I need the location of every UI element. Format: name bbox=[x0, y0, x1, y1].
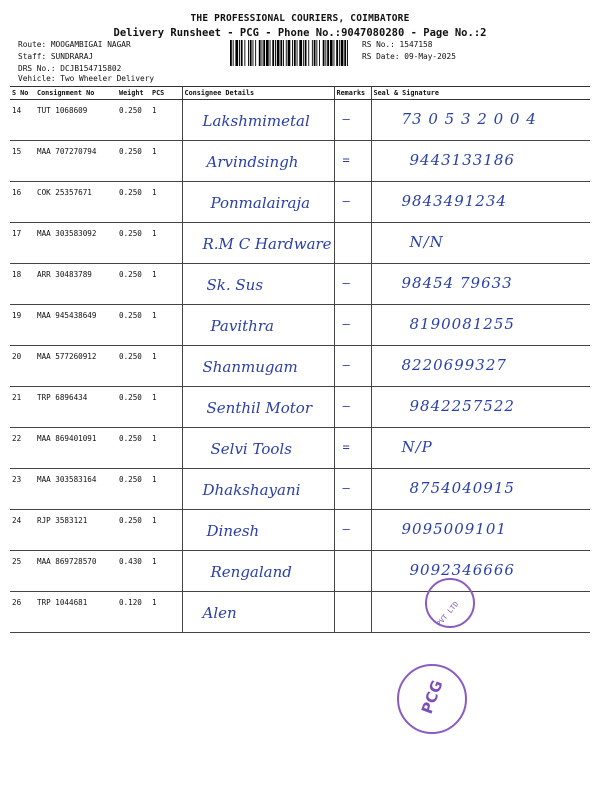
cell-consignment-no-text: MAA 869728570 bbox=[37, 557, 97, 566]
barcode-bar bbox=[239, 40, 240, 66]
cell-pcs bbox=[150, 264, 182, 305]
cell-consignment-no-text: ARR 30483789 bbox=[37, 270, 92, 279]
table-row bbox=[10, 428, 590, 469]
barcode-bar bbox=[299, 40, 302, 66]
cell-weight-text: 0.250 bbox=[119, 106, 142, 115]
cell-sno-text: 18 bbox=[12, 270, 22, 279]
cell-weight-text: 0.250 bbox=[119, 434, 142, 443]
cell-sno-text: 22 bbox=[12, 434, 22, 443]
table-row bbox=[10, 264, 590, 305]
col-pcs: PCS bbox=[150, 87, 182, 100]
cell-signature bbox=[371, 223, 590, 264]
pcg-stamp-text: PCG bbox=[417, 677, 447, 717]
cell-consignment-no bbox=[35, 305, 117, 346]
barcode-bar bbox=[235, 40, 238, 66]
cell-consignee bbox=[182, 592, 334, 633]
table-row bbox=[10, 510, 590, 551]
cell-sno-text: 23 bbox=[12, 475, 22, 484]
consignee-handwriting: Pavithra bbox=[210, 317, 274, 335]
remark-mark: — bbox=[342, 317, 350, 331]
cell-signature bbox=[371, 305, 590, 346]
cell-pcs bbox=[150, 346, 182, 387]
cell-sno-text: 24 bbox=[12, 516, 22, 525]
cell-pcs-text: 1 bbox=[152, 311, 157, 320]
cell-signature bbox=[371, 182, 590, 223]
cell-weight bbox=[117, 305, 150, 346]
barcode-bar bbox=[286, 40, 287, 66]
col-remarks: Remarks bbox=[334, 87, 371, 100]
barcode-bar bbox=[288, 40, 291, 66]
table-row bbox=[10, 223, 590, 264]
cell-consignment-no bbox=[35, 100, 117, 141]
signature-handwriting: 9842257522 bbox=[409, 397, 515, 415]
table-row bbox=[10, 551, 590, 592]
cell-consignee bbox=[182, 182, 334, 223]
pcg-stamp bbox=[397, 664, 467, 734]
signature-handwriting: 8754040915 bbox=[409, 479, 515, 497]
cell-remarks bbox=[334, 346, 371, 387]
cell-consignment-no-text: COK 25357671 bbox=[37, 188, 92, 197]
cell-signature bbox=[371, 428, 590, 469]
barcode-bar bbox=[262, 40, 263, 66]
cell-weight bbox=[117, 428, 150, 469]
remark-mark: = bbox=[342, 440, 350, 454]
cell-sno bbox=[10, 141, 35, 182]
barcode-bar bbox=[244, 40, 245, 66]
cell-remarks bbox=[334, 100, 371, 141]
cell-pcs-text: 1 bbox=[152, 516, 157, 525]
signature-handwriting: 98454 79633 bbox=[401, 274, 513, 292]
cell-weight-text: 0.250 bbox=[119, 270, 142, 279]
cell-sno bbox=[10, 592, 35, 633]
table-header-row bbox=[10, 87, 590, 100]
consignee-handwriting: Dhakshayani bbox=[202, 481, 301, 499]
cell-sno bbox=[10, 223, 35, 264]
cell-consignment-no bbox=[35, 141, 117, 182]
signature-handwriting: N/N bbox=[409, 233, 444, 251]
col-consignee: Consignee Details bbox=[182, 87, 334, 100]
company-seal-stamp bbox=[425, 578, 475, 628]
col-signature: Seal & Signature bbox=[371, 87, 590, 100]
runsheet-subtitle: Delivery Runsheet - PCG - Phone No.:9047080280 - Page No.:2 bbox=[113, 27, 487, 39]
cell-consignee bbox=[182, 510, 334, 551]
cell-sno bbox=[10, 100, 35, 141]
signature-handwriting: 8220699327 bbox=[401, 356, 507, 374]
cell-pcs bbox=[150, 469, 182, 510]
cell-signature bbox=[371, 264, 590, 305]
barcode-bar bbox=[334, 40, 335, 66]
cell-consignee bbox=[182, 141, 334, 182]
consignee-handwriting: Lakshmimetal bbox=[202, 112, 310, 130]
cell-consignment-no-text: TRP 6896434 bbox=[37, 393, 88, 402]
table-row bbox=[10, 592, 590, 633]
cell-pcs-text: 1 bbox=[152, 270, 157, 279]
remark-mark: — bbox=[342, 358, 350, 372]
cell-consignee bbox=[182, 387, 334, 428]
barcode-bar bbox=[316, 40, 317, 66]
cell-remarks bbox=[334, 264, 371, 305]
cell-sno-text: 14 bbox=[12, 106, 22, 115]
remark-mark: — bbox=[342, 112, 350, 126]
cell-remarks bbox=[334, 551, 371, 592]
barcode-bar bbox=[303, 40, 304, 66]
table-row bbox=[10, 141, 590, 182]
cell-sno-text: 15 bbox=[12, 147, 22, 156]
cell-sno bbox=[10, 510, 35, 551]
cell-consignee bbox=[182, 264, 334, 305]
cell-consignee bbox=[182, 223, 334, 264]
barcode-bar bbox=[248, 40, 249, 66]
cell-pcs bbox=[150, 510, 182, 551]
cell-sno bbox=[10, 428, 35, 469]
cell-pcs-text: 1 bbox=[152, 147, 157, 156]
cell-consignment-no bbox=[35, 264, 117, 305]
cell-sno bbox=[10, 346, 35, 387]
cell-pcs bbox=[150, 551, 182, 592]
cell-pcs-text: 1 bbox=[152, 352, 157, 361]
consignee-handwriting: Rengaland bbox=[210, 563, 292, 581]
staff-label: Staff: SUNDRARAJ bbox=[18, 52, 94, 61]
col-consignment: Consignment No bbox=[35, 87, 117, 100]
cell-pcs-text: 1 bbox=[152, 434, 157, 443]
cell-signature bbox=[371, 387, 590, 428]
barcode-bar bbox=[312, 40, 313, 66]
cell-signature bbox=[371, 551, 590, 592]
cell-consignment-no-text: TRP 1044681 bbox=[37, 598, 88, 607]
cell-consignee bbox=[182, 551, 334, 592]
table-row bbox=[10, 346, 590, 387]
company-title: THE PROFESSIONAL COURIERS, COIMBATORE bbox=[190, 13, 410, 24]
cell-weight-text: 0.120 bbox=[119, 598, 142, 607]
cell-weight bbox=[117, 469, 150, 510]
signature-handwriting: N/P bbox=[401, 438, 433, 456]
cell-weight-text: 0.250 bbox=[119, 311, 142, 320]
cell-remarks bbox=[334, 141, 371, 182]
cell-sno-text: 17 bbox=[12, 229, 22, 238]
cell-weight bbox=[117, 141, 150, 182]
cell-weight-text: 0.430 bbox=[119, 557, 142, 566]
barcode-bar bbox=[308, 40, 309, 66]
cell-sno-text: 19 bbox=[12, 311, 22, 320]
barcode-bar bbox=[266, 40, 269, 66]
cell-weight-text: 0.250 bbox=[119, 352, 142, 361]
remark-mark: = bbox=[342, 153, 350, 167]
cell-pcs bbox=[150, 223, 182, 264]
cell-signature bbox=[371, 141, 590, 182]
cell-weight bbox=[117, 592, 150, 633]
seal-text: PVT LTD bbox=[435, 600, 461, 628]
cell-signature bbox=[371, 592, 590, 633]
cell-sno-text: 21 bbox=[12, 393, 22, 402]
cell-weight bbox=[117, 387, 150, 428]
barcode-bar bbox=[272, 40, 274, 66]
cell-sno bbox=[10, 551, 35, 592]
cell-pcs bbox=[150, 100, 182, 141]
cell-signature bbox=[371, 469, 590, 510]
cell-consignment-no bbox=[35, 510, 117, 551]
barcode-bar bbox=[283, 40, 284, 66]
cell-consignee bbox=[182, 428, 334, 469]
barcode-bar bbox=[297, 40, 298, 66]
remark-mark: — bbox=[342, 399, 350, 413]
cell-weight-text: 0.250 bbox=[119, 475, 142, 484]
cell-sno-text: 25 bbox=[12, 557, 22, 566]
consignee-handwriting: Senthil Motor bbox=[206, 399, 312, 417]
cell-consignment-no-text: TUT 1068609 bbox=[37, 106, 88, 115]
cell-consignment-no bbox=[35, 428, 117, 469]
cell-consignment-no-text: MAA 577260912 bbox=[37, 352, 97, 361]
signature-handwriting: 8190081255 bbox=[409, 315, 515, 333]
cell-pcs-text: 1 bbox=[152, 229, 157, 238]
drs-number: DRS No.: DCJB154715802 bbox=[18, 64, 122, 73]
barcode-bar bbox=[255, 40, 256, 66]
cell-sno-text: 20 bbox=[12, 352, 22, 361]
cell-consignee bbox=[182, 346, 334, 387]
table-row bbox=[10, 100, 590, 141]
cell-weight bbox=[117, 100, 150, 141]
cell-weight bbox=[117, 510, 150, 551]
cell-pcs-text: 1 bbox=[152, 475, 157, 484]
barcode-bar bbox=[292, 40, 293, 66]
cell-sno bbox=[10, 182, 35, 223]
cell-weight bbox=[117, 264, 150, 305]
cell-signature bbox=[371, 510, 590, 551]
cell-remarks bbox=[334, 510, 371, 551]
cell-remarks bbox=[334, 305, 371, 346]
barcode-bar bbox=[344, 40, 346, 66]
cell-consignment-no bbox=[35, 182, 117, 223]
barcode-bar bbox=[280, 40, 282, 66]
barcode-bar bbox=[270, 40, 271, 66]
table-row bbox=[10, 387, 590, 428]
consignee-handwriting: Alen bbox=[202, 604, 237, 622]
barcode-bar bbox=[294, 40, 296, 66]
cell-weight-text: 0.250 bbox=[119, 516, 142, 525]
cell-remarks bbox=[334, 223, 371, 264]
cell-weight-text: 0.250 bbox=[119, 147, 142, 156]
vehicle-label: Vehicle: Two Wheeler Delivery bbox=[18, 74, 155, 83]
cell-sno bbox=[10, 387, 35, 428]
cell-consignment-no bbox=[35, 346, 117, 387]
barcode-bar bbox=[323, 40, 325, 66]
consignee-handwriting: Arvindsingh bbox=[206, 153, 299, 171]
barcode-bar bbox=[233, 40, 234, 66]
barcode-bar bbox=[263, 40, 265, 66]
cell-remarks bbox=[334, 469, 371, 510]
barcode-bar bbox=[347, 40, 348, 66]
remark-mark: — bbox=[342, 522, 350, 536]
barcode-bar bbox=[327, 40, 329, 66]
cell-remarks bbox=[334, 182, 371, 223]
cell-weight-text: 0.250 bbox=[119, 229, 142, 238]
barcode-bar bbox=[241, 40, 243, 66]
barcode-bar bbox=[277, 40, 280, 66]
remark-mark: — bbox=[342, 194, 350, 208]
cell-consignment-no-text: MAA 303583092 bbox=[37, 229, 97, 238]
cell-consignment-no bbox=[35, 592, 117, 633]
cell-remarks bbox=[334, 592, 371, 633]
cell-consignment-no-text: RJP 3583121 bbox=[37, 516, 88, 525]
signature-handwriting: 73 0 5 3 2 0 0 4 bbox=[401, 110, 537, 128]
table-row bbox=[10, 469, 590, 510]
cell-pcs bbox=[150, 592, 182, 633]
rs-number: RS No.: 1547158 bbox=[362, 40, 433, 49]
cell-weight bbox=[117, 551, 150, 592]
cell-sno bbox=[10, 305, 35, 346]
barcode-bar bbox=[314, 40, 316, 66]
cell-pcs bbox=[150, 305, 182, 346]
cell-consignment-no-text: MAA 707270794 bbox=[37, 147, 97, 156]
cell-weight-text: 0.250 bbox=[119, 393, 142, 402]
consignee-handwriting: Dinesh bbox=[206, 522, 260, 540]
cell-consignment-no bbox=[35, 551, 117, 592]
cell-pcs-text: 1 bbox=[152, 557, 157, 566]
cell-weight-text: 0.250 bbox=[119, 188, 142, 197]
cell-sno-text: 16 bbox=[12, 188, 22, 197]
cell-pcs bbox=[150, 141, 182, 182]
barcode-bar bbox=[319, 40, 320, 66]
cell-pcs-text: 1 bbox=[152, 106, 157, 115]
barcode-image bbox=[230, 40, 350, 66]
cell-sno bbox=[10, 264, 35, 305]
signature-handwriting: 9095009101 bbox=[401, 520, 507, 538]
route-label: Route: MOOGAMBIGAI NAGAR bbox=[18, 40, 131, 49]
cell-consignment-no bbox=[35, 387, 117, 428]
barcode-bar bbox=[305, 40, 307, 66]
cell-weight bbox=[117, 182, 150, 223]
consignee-handwriting: Shanmugam bbox=[202, 358, 298, 376]
barcode-bar bbox=[339, 40, 340, 66]
cell-consignment-no-text: MAA 869401091 bbox=[37, 434, 97, 443]
barcode-bar bbox=[341, 40, 344, 66]
cell-pcs-text: 1 bbox=[152, 393, 157, 402]
cell-pcs-text: 1 bbox=[152, 188, 157, 197]
barcode-bar bbox=[275, 40, 276, 66]
barcode-bar bbox=[259, 40, 261, 66]
cell-signature bbox=[371, 100, 590, 141]
remark-mark: — bbox=[342, 481, 350, 495]
cell-consignment-no-text: MAA 303583164 bbox=[37, 475, 97, 484]
col-weight: Weight bbox=[117, 87, 150, 100]
cell-consignment-no bbox=[35, 223, 117, 264]
remark-mark: — bbox=[342, 276, 350, 290]
consignee-handwriting: R.M C Hardware bbox=[202, 235, 332, 253]
col-sno: S No bbox=[10, 87, 35, 100]
cell-weight bbox=[117, 223, 150, 264]
barcode-bar bbox=[230, 40, 232, 66]
table-row bbox=[10, 182, 590, 223]
cell-weight bbox=[117, 346, 150, 387]
cell-pcs bbox=[150, 182, 182, 223]
cell-consignee bbox=[182, 305, 334, 346]
cell-remarks bbox=[334, 428, 371, 469]
cell-pcs bbox=[150, 428, 182, 469]
cell-remarks bbox=[334, 387, 371, 428]
barcode-bar bbox=[253, 40, 254, 66]
barcode-bar bbox=[336, 40, 338, 66]
cell-pcs bbox=[150, 387, 182, 428]
barcode-bar bbox=[330, 40, 333, 66]
consignee-handwriting: Ponmalairaja bbox=[210, 194, 311, 212]
cell-pcs-text: 1 bbox=[152, 598, 157, 607]
barcode-bar bbox=[325, 40, 326, 66]
barcode-bar bbox=[250, 40, 252, 66]
consignee-handwriting: Selvi Tools bbox=[210, 440, 292, 458]
cell-consignment-no-text: MAA 945438649 bbox=[37, 311, 97, 320]
signature-handwriting: 9843491234 bbox=[401, 192, 507, 210]
cell-consignee bbox=[182, 100, 334, 141]
cell-signature bbox=[371, 346, 590, 387]
cell-consignment-no bbox=[35, 469, 117, 510]
table-row bbox=[10, 305, 590, 346]
runsheet-table bbox=[10, 86, 590, 633]
signature-handwriting: 9092346666 bbox=[409, 561, 515, 579]
rs-date: RS Date: 09-May-2025 bbox=[362, 52, 456, 61]
cell-sno bbox=[10, 469, 35, 510]
cell-consignee bbox=[182, 469, 334, 510]
signature-handwriting: 9443133186 bbox=[409, 151, 515, 169]
cell-sno-text: 26 bbox=[12, 598, 22, 607]
consignee-handwriting: Sk. Sus bbox=[206, 276, 264, 294]
